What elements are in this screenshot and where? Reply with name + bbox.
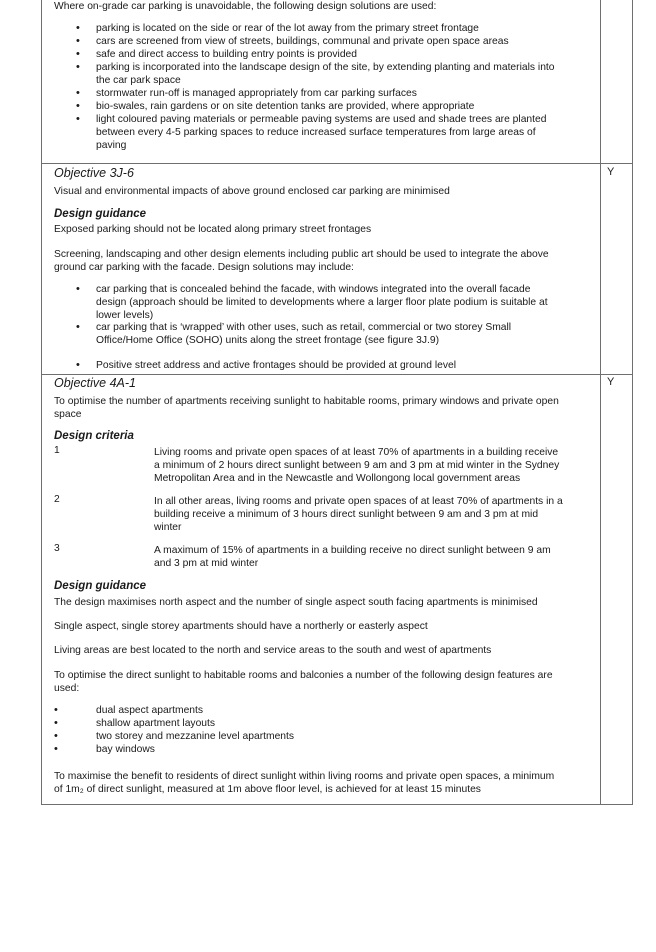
table-bottom-border (41, 804, 633, 805)
intro-line: Where on-grade car parking is unavoidable, the following design solutions are used: (54, 1, 437, 12)
guidance-paragraph: To maximise the benefit to residents of direct sunlight within living rooms and private open spaces, a minimum of 1m₂ of direct sunlight, measured at 1m above floor level, is achieved for at least 15 minutes (54, 771, 555, 795)
objective-3j6-statement: Visual and environmental impacts of above ground enclosed car parking are minimised (54, 186, 450, 197)
list-item: • light coloured paving materials or permeable paving systems are used and shade trees are planted between every 4-5 parking spaces to reduce increased surface temperatures from large areas of paving (96, 113, 546, 152)
list-item: • car parking that is concealed behind the facade, with windows integrated into the overall facade design (approach should be limited to developments where a larger floor plate podium is suitable at lower levels) (96, 283, 548, 322)
row-divider-3j6 (41, 163, 633, 164)
table-column-divider (600, 0, 601, 805)
criterion-number: 3 (54, 543, 60, 554)
criterion-number: 1 (54, 445, 60, 456)
list-item: • cars are screened from view of streets, buildings, communal and private open space areas (96, 35, 509, 48)
guidance-paragraph: The design maximises north aspect and the number of single aspect south facing apartments is minimised (54, 597, 538, 608)
row-divider-4a1 (41, 374, 633, 375)
objective-4a1-statement: To optimise the number of apartments receiving sunlight to habitable rooms, primary windows and private open space (54, 396, 559, 420)
guidance-paragraph: To optimise the direct sunlight to habitable rooms and balconies a number of the following design features are used: (54, 670, 553, 694)
list-item: • parking is incorporated into the landscape design of the site, by extending planting and materials into the car park space (96, 61, 555, 87)
objective-3j6-title: Objective 3J-6 (54, 166, 134, 180)
list-item: • dual aspect apartments (96, 704, 203, 717)
objective-4a1-title: Objective 4A-1 (54, 376, 136, 390)
list-item: • shallow apartment layouts (96, 717, 215, 730)
guidance-paragraph: Single aspect, single storey apartments should have a northerly or easterly aspect (54, 621, 428, 632)
list-item: • safe and direct access to building entry points is provided (96, 48, 357, 61)
guidance-paragraph: Exposed parking should not be located along primary street frontages (54, 224, 372, 235)
list-item: • car parking that is ‘wrapped’ with other uses, such as retail, commercial or two storey Small Office/Home Office (SOHO) units along the street frontage (see figure 3J.9) (96, 321, 511, 347)
compliance-3j6: Y (607, 166, 615, 178)
list-item: • Positive street address and active frontages should be provided at ground level (96, 359, 456, 372)
design-criteria-heading: Design criteria (54, 430, 134, 442)
criterion-text: Living rooms and private open spaces of at least 70% of apartments in a building receive a minimum of 2 hours direct sunlight between 9 am and 3 pm at mid winter in the Sydney Metropolitan Area and in the Newcastle and Wollongong local government areas (154, 447, 560, 484)
guidance-paragraph: Living areas are best located to the north and service areas to the south and west of apartments (54, 645, 492, 656)
list-item: • stormwater run-off is managed appropriately from car parking surfaces (96, 87, 417, 100)
list-item: • parking is located on the side or rear of the lot away from the primary street frontage (96, 22, 479, 35)
criterion-number: 2 (54, 494, 60, 505)
table-left-border (41, 0, 42, 805)
list-item: • bio-swales, rain gardens or on site detention tanks are provided, where appropriate (96, 100, 474, 113)
criterion-text: A maximum of 15% of apartments in a building receive no direct sunlight between 9 am and 3 pm at mid winter (154, 545, 551, 569)
design-guidance-heading: Design guidance (54, 208, 147, 220)
table-right-border (632, 0, 633, 805)
design-guidance-heading: Design guidance (54, 580, 147, 592)
guidance-paragraph: Screening, landscaping and other design elements including public art should be used to integrate the above ground car parking with the facade. Design solutions may include: (54, 249, 549, 273)
compliance-4a1: Y (607, 376, 615, 388)
criterion-text: In all other areas, living rooms and private open spaces of at least 70% of apartments in a building receive a minimum of 3 hours direct sunlight between 9 am and 3 pm at mid winter (154, 496, 563, 533)
list-item: • two storey and mezzanine level apartments (96, 730, 294, 743)
list-item: • bay windows (96, 743, 155, 756)
